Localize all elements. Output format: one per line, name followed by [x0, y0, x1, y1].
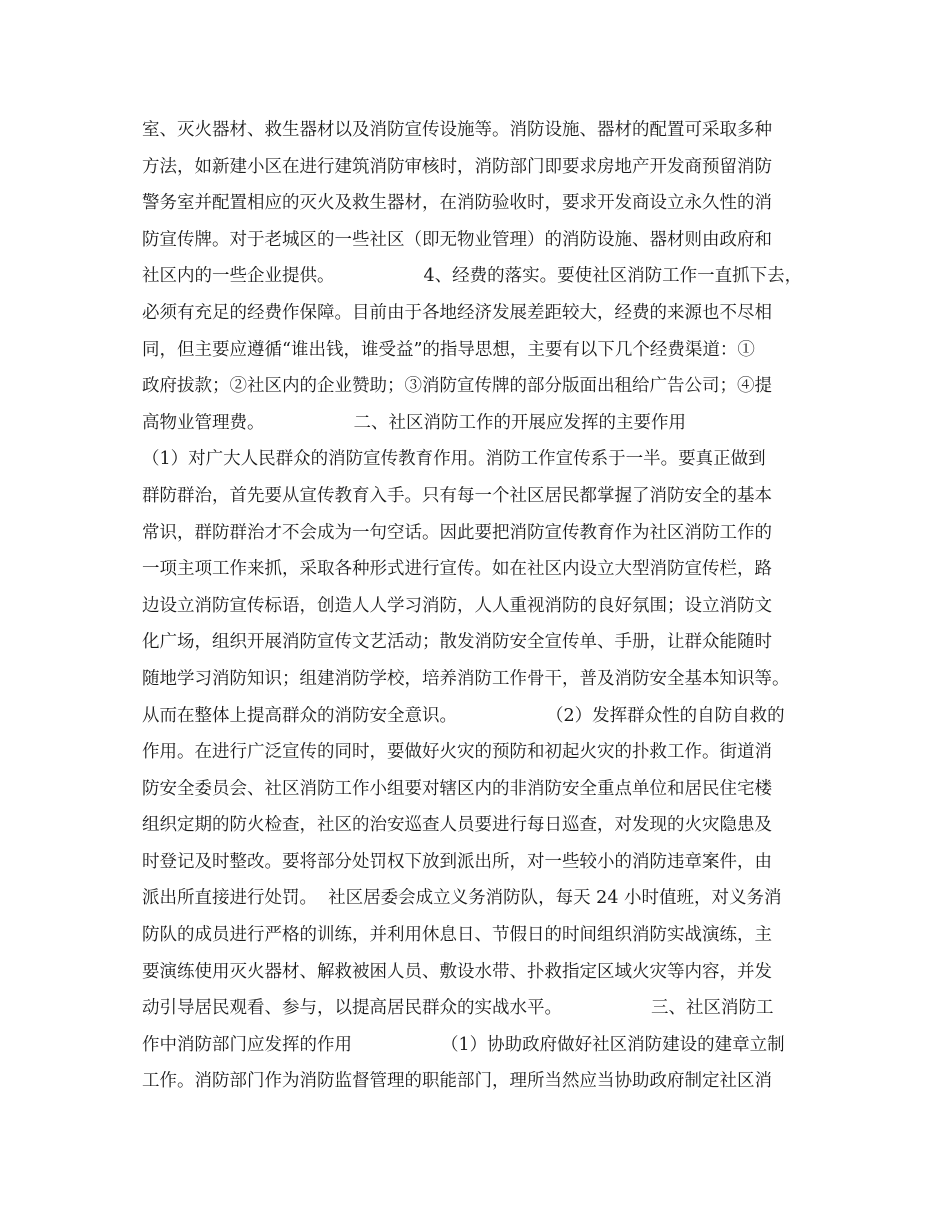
- text-line: 作中消防部门应发挥的作用 （1）协助政府做好社区消防建设的建章立制: [142, 1034, 785, 1055]
- text-line: 边设立消防宣传标语，创造人人学习消防，人人重视消防的良好氛围；设立消防文: [142, 595, 772, 616]
- text-line: 政府拔款；②社区内的企业赞助；③消防宣传牌的部分版面出租给广告公司；④提: [142, 376, 772, 397]
- text-line: 防安全委员会、社区消防工作小组要对辖区内的非消防安全重点单位和居民住宅楼: [142, 778, 772, 799]
- text-line: （1）对广大人民群众的消防宣传教育作用。消防工作宣传系于一半。要真正做到: [142, 449, 766, 470]
- text-line: 作用。在进行广泛宣传的同时，要做好火灾的预防和初起火灾的扑救工作。街道消: [142, 742, 772, 763]
- text-line: 要演练使用灭火器材、解救被困人员、敷设水带、扑救指定区域火灾等内容，并发: [142, 961, 772, 982]
- text-line: 群防群治，首先要从宣传教育入手。只有每一个社区居民都掌握了消防安全的基本: [142, 485, 772, 506]
- text-line: 组织定期的防火检查，社区的治安巡查人员要进行每日巡查，对发现的火灾隐患及: [142, 815, 772, 836]
- text-line: 警务室并配置相应的灭火及救生器材，在消防验收时，要求开发商设立永久性的消: [142, 193, 772, 214]
- text-line: 防队的成员进行严格的训练，并利用休息日、节假日的时间组织消防实战演练，主: [142, 925, 772, 946]
- text-line: 随地学习消防知识；组建消防学校，培养消防工作骨干，普及消防安全基本知识等。: [142, 668, 790, 689]
- text-line: 社区内的一些企业提供。 4、经费的落实。要使社区消防工作一直抓下去，: [142, 266, 803, 287]
- text-line: 化广场，组织开展消防宣传文艺活动；散发消防安全宣传单、手册，让群众能随时: [142, 632, 772, 653]
- section-heading-line: 动引导居民观看、参与，以提高居民群众的实战水平。 三、社区消防工: [142, 998, 774, 1019]
- text-line: 时登记及时整改。要将部分处罚权下放到派出所，对一些较小的消防违章案件，由: [142, 851, 772, 872]
- text-line: 从而在整体上提高群众的消防安全意识。 （2）发挥群众性的自防自救的: [142, 705, 785, 726]
- text-line: 防宣传牌。对于老城区的一些社区（即无物业管理）的消防设施、器材则由政府和: [142, 229, 772, 250]
- text-line: 室、灭火器材、救生器材以及消防宣传设施等。消防设施、器材的配置可采取多种: [142, 120, 772, 140]
- section-heading-line: 高物业管理费。 二、社区消防工作的开展应发挥的主要作用: [142, 412, 687, 433]
- text-line: 常识，群防群治才不会成为一句空话。因此要把消防宣传教育作为社区消防工作的: [142, 522, 772, 543]
- text-line: 工作。消防部门作为消防监督管理的职能部门，理所当然应当协助政府制定社区消: [142, 1071, 772, 1092]
- text-line: 方法，如新建小区在进行建筑消防审核时，消防部门即要求房地产开发商预留消防: [142, 156, 772, 177]
- text-line: 必须有充足的经费作保障。目前由于各地经济发展差距较大，经费的来源也不尽相: [142, 302, 772, 323]
- body-text: [142, 112, 822, 1100]
- text-line: 同，但主要应遵循“谁出钱，谁受益”的指导思想，主要有以下几个经费渠道：①: [142, 339, 755, 360]
- text-line: 一项主项工作来抓，采取各种形式进行宣传。如在社区内设立大型消防宣传栏，路: [142, 559, 772, 580]
- text-line: 派出所直接进行处罚。 社区居委会成立义务消防队，每天 24 小时值班，对义务消: [142, 888, 782, 909]
